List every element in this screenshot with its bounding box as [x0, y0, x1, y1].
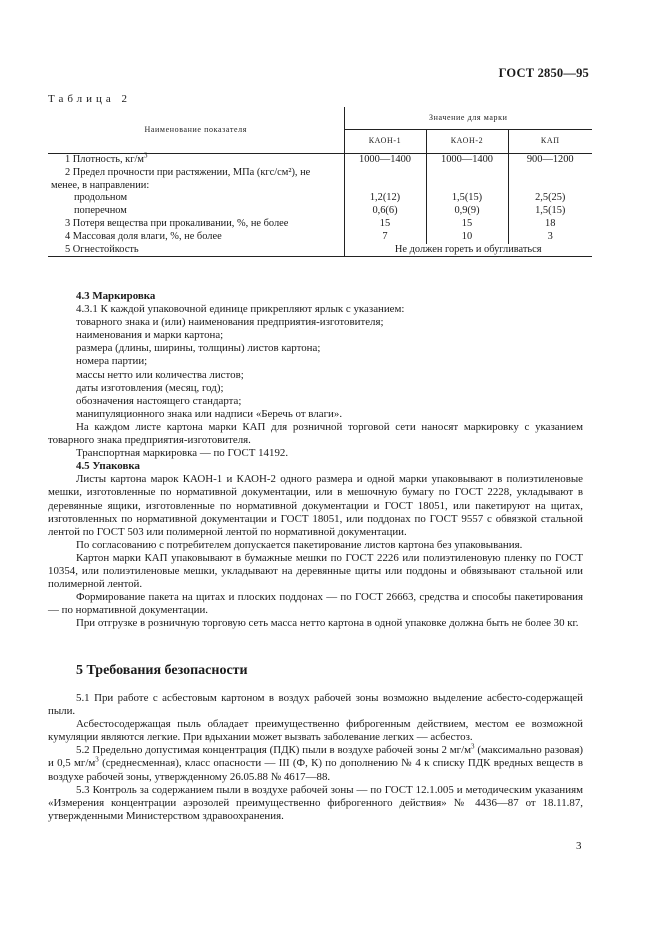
list-item: размера (длины, ширины, толщины) листов картона; — [76, 342, 321, 355]
section-4-3 — [48, 290, 583, 630]
paragraph: Асбестосодержащая пыль обладает преимущественно фиброгенным действием, местом ее возможной кумуляции являются легкие. При вдыхании может вызвать заболевание легких — асбестоз. — [48, 718, 583, 744]
row-label: 4 Массовая доля влаги, %, не более — [48, 231, 344, 244]
section-title: 4.3 Маркировка — [76, 290, 156, 302]
paragraph: При отгрузке в розничную торговую сеть масса нетто картона в одной упаковке должна быть не более 30 кг. — [76, 617, 579, 630]
cell: 15 — [344, 218, 426, 231]
superscript: 3 — [143, 151, 148, 160]
list-item: манипуляционного знака или надписи «Беречь от влаги». — [76, 407, 343, 420]
cell: 1,5(15) — [535, 205, 566, 217]
row-label: 2 Предел прочности при растяжении, МПа (кгс/см²), не — [65, 166, 311, 178]
paragraph: 5.3 Контроль за содержанием пыли в воздухе рабочей зоны — по ГОСТ 12.1.005 и методическим указаниям «Измерения концентрации аэрозолей преимущественно фиброгенного действия» № 4436—87 от 18.11.87, утвержденными Министерством здравоохранения. — [48, 783, 583, 822]
cell: Не должен гореть и обугливаться — [394, 243, 542, 255]
paragraph — [48, 744, 583, 783]
table-row — [48, 205, 592, 218]
paragraph: 4.3.1 К каждой упаковочной единице прикрепляют ярлык с указанием: — [76, 303, 405, 316]
properties-table — [48, 107, 592, 257]
paragraph: На каждом листе картона марки КАП для розничной торговой сети наносят маркировку с указанием товарного знака предприятия-изготовителя. — [48, 420, 583, 447]
table-row — [48, 218, 592, 231]
list-item: даты изготовления (месяц, год); — [76, 381, 224, 394]
text: (максимально разовая) и 0,5 мг/м — [48, 744, 583, 770]
cell: 18 — [545, 217, 556, 229]
list-item: номера партии; — [76, 355, 148, 368]
table-row — [48, 154, 592, 167]
cell: 1000—1400 — [344, 154, 426, 167]
list-item: наименования и марки картона; — [76, 329, 224, 342]
paragraph: Картон марки КАП упаковывают в бумажные мешки по ГОСТ 2226 или полиэтиленовую пленку по ГОСТ 10354, или полиэтиленовые мешки, укладывают на деревянные щиты или поддоны и обвязывают стальной или полимерной лентой. — [48, 551, 583, 591]
cell: 1,5(15) — [426, 192, 508, 205]
paragraph: 5.1 При работе с асбестовым картоном в воздух рабочей зоны возможно выделение асбесто-содержащей пыли. — [48, 692, 583, 718]
text: (среднесменная), класс опасности — III (Ф, К) по дополнению № 4 к списку ПДК вредных веществ в воздухе рабочей зоны, утвержденному 26.05.88 № 4617—88. — [48, 757, 583, 783]
superscript: 3 — [95, 755, 99, 764]
row-label: 1 Плотность, кг/м — [65, 154, 144, 165]
page-number: 3 — [576, 840, 582, 852]
row-label: продольном — [48, 192, 344, 205]
paragraph: Транспортная маркировка — по ГОСТ 14192. — [76, 447, 289, 460]
text: 5.2 Предельно допустимая концентрация (ПДК) пыли в воздухе рабочей зоны 2 мг/м — [76, 744, 472, 757]
cell: 3 — [547, 230, 553, 242]
table-caption: Таблица 2 — [48, 93, 132, 105]
table-row — [48, 192, 592, 205]
list-item: товарного знака и (или) наименования предприятия-изготовителя; — [76, 316, 384, 329]
paragraph: По согласованию с потребителем допускается пакетирование листов картона без упаковывания. — [76, 538, 523, 551]
row-label: 3 Потеря вещества при прокаливании, %, не более — [48, 218, 344, 231]
cell: 0,6(6) — [344, 205, 426, 218]
cell: 10 — [426, 231, 508, 244]
col-group-header: Значение для марки — [344, 107, 592, 130]
cell: 1000—1400 — [426, 154, 508, 167]
row-label: поперечном — [48, 205, 344, 218]
paragraph: Листы картона марок КАОН-1 и КАОН-2 одного размера и одной марки упаковывают в полиэтиленовые мешки, изготовленные по нормативной документации, или в мешочную бумагу по ГОСТ 2228, укладывают в деревянные ящики, изготовленные по нормативной документации и ГОСТ 18051, или пакетируют на щитах, изготовленных по нормативной документации и ГОСТ 18051, или поддонах по ГОСТ 9557 с обвязкой стальной лентой по ГОСТ 503 или полимерной лентой по нормативной документации. — [48, 473, 583, 538]
cell: 0,9(9) — [426, 205, 508, 218]
brand-header: КАОН-2 — [426, 130, 508, 154]
cell: 900—1200 — [526, 154, 574, 165]
list-item: обозначения настоящего стандарта; — [76, 394, 242, 407]
cell: 15 — [426, 218, 508, 231]
table-row — [48, 167, 592, 193]
brand-header: КАП — [508, 130, 592, 154]
superscript: 3 — [471, 742, 475, 751]
row-label-cont: менее, в направлении: — [51, 179, 150, 191]
cell: 2,5(25) — [535, 192, 566, 204]
document-header: ГОСТ 2850—95 — [498, 66, 589, 80]
list-item: массы нетто или количества листов; — [76, 368, 244, 381]
cell: 7 — [344, 231, 426, 244]
brand-header: КАОН-1 — [344, 130, 426, 154]
section-title: 5 Требования безопасности — [76, 663, 248, 678]
row-label: 5 Огнестойкость — [48, 244, 344, 257]
col-name-header: Наименование показателя — [48, 107, 344, 154]
section-5 — [48, 692, 583, 823]
table-row — [48, 244, 592, 257]
cell: 1,2(12) — [344, 192, 426, 205]
section-title: 4.5 Упаковка — [76, 460, 140, 473]
table-row — [48, 231, 592, 244]
paragraph: Формирование пакета на щитах и плоских поддонах — по ГОСТ 26663, средства и способы пакетирования — по нормативной документации. — [48, 591, 583, 617]
